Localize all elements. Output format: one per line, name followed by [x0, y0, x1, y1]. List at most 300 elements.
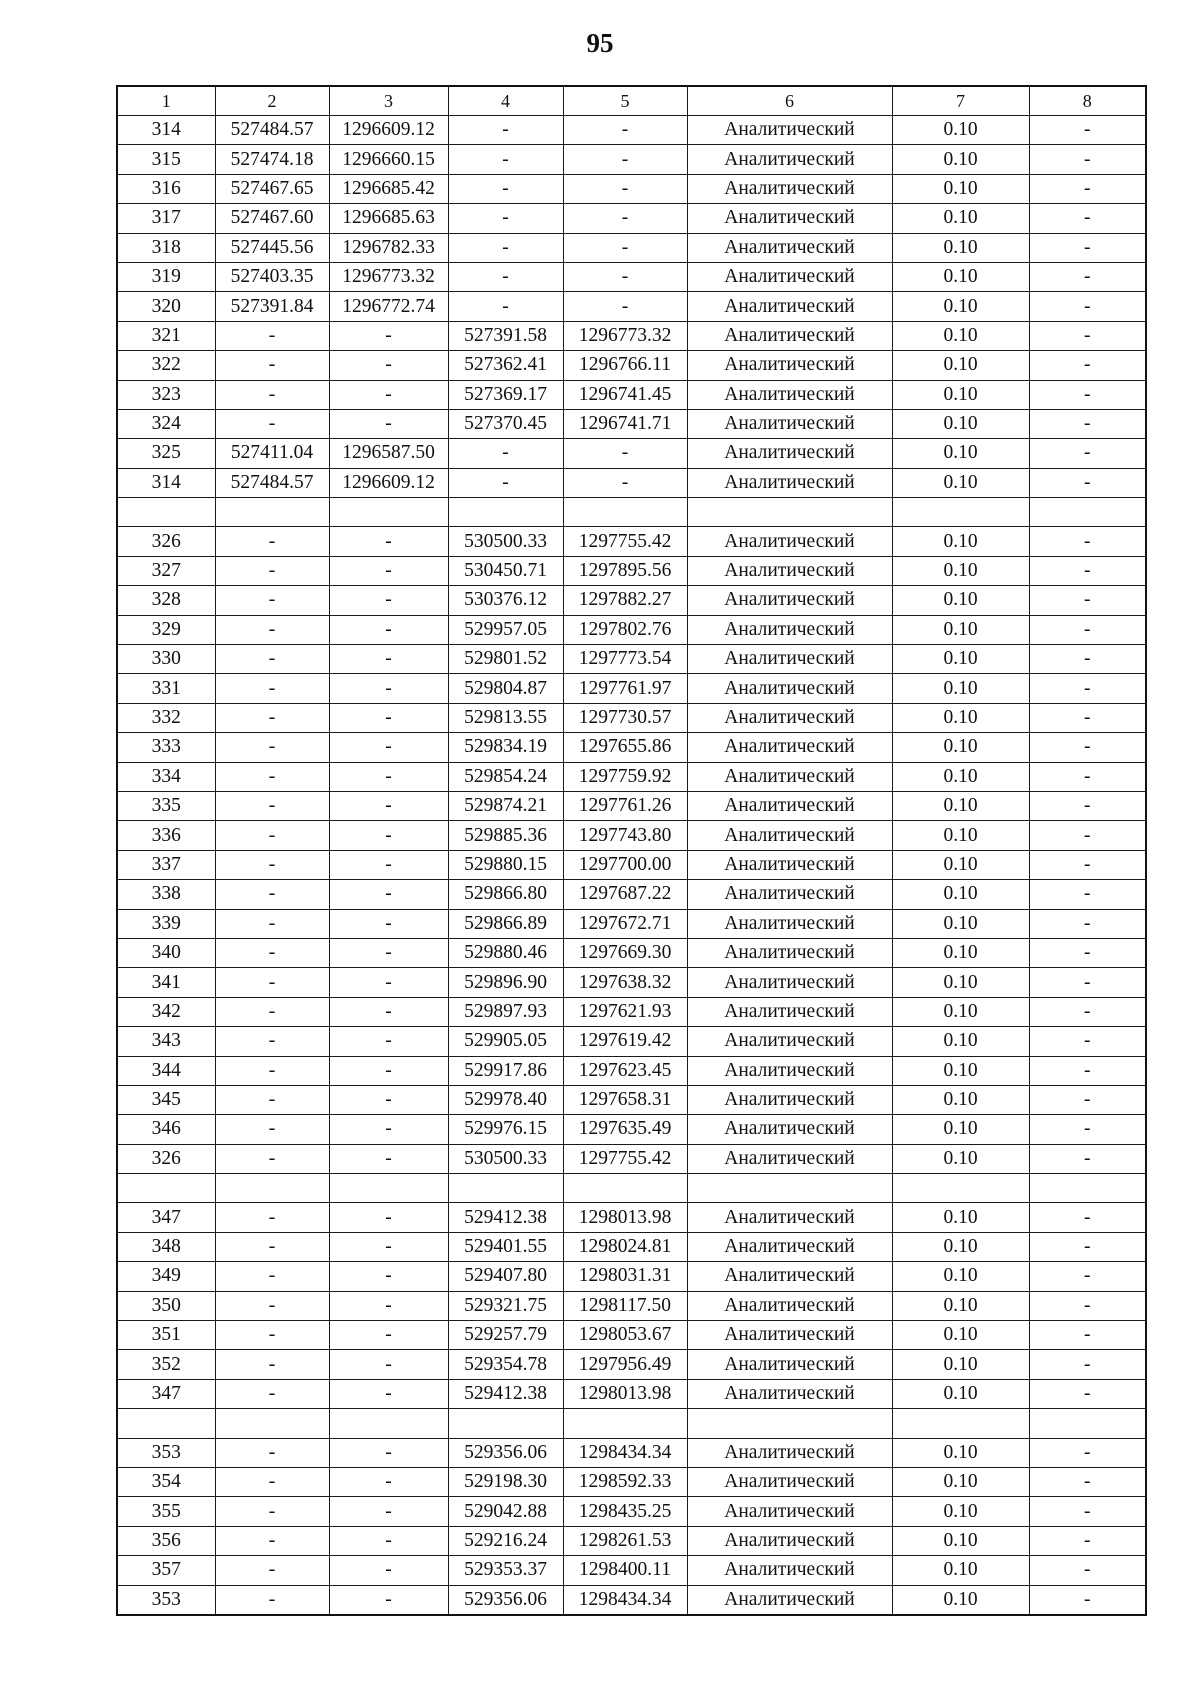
table-cell: Аналитический — [687, 1379, 892, 1408]
column-header-8: 8 — [1029, 86, 1146, 116]
table-cell: 349 — [117, 1262, 215, 1291]
table-cell: 0.10 — [892, 1291, 1029, 1320]
table-cell: Аналитический — [687, 1203, 892, 1232]
table-cell: Аналитический — [687, 116, 892, 145]
table-cell: 0.10 — [892, 1115, 1029, 1144]
table-cell: - — [563, 174, 687, 203]
table-cell: 529321.75 — [448, 1291, 563, 1320]
table-cell: 527403.35 — [215, 262, 329, 291]
table-cell: - — [329, 1232, 448, 1261]
table-cell: - — [215, 791, 329, 820]
table-row — [117, 733, 1146, 762]
table-cell: 0.10 — [892, 292, 1029, 321]
table-cell: - — [1029, 1291, 1146, 1320]
table-cell: 527484.57 — [215, 116, 329, 145]
table-row — [117, 968, 1146, 997]
table-cell: 0.10 — [892, 321, 1029, 350]
column-header-6: 6 — [687, 86, 892, 116]
table-cell: - — [329, 1144, 448, 1173]
table-cell: 0.10 — [892, 1585, 1029, 1615]
table-cell: - — [1029, 674, 1146, 703]
table-row — [117, 997, 1146, 1026]
table-cell: - — [1029, 1203, 1146, 1232]
table-cell: Аналитический — [687, 1262, 892, 1291]
table-cell: - — [215, 997, 329, 1026]
table-cell: 0.10 — [892, 145, 1029, 174]
table-cell: 1297730.57 — [563, 703, 687, 732]
table-cell: - — [1029, 292, 1146, 321]
table-cell: - — [329, 1556, 448, 1585]
table-cell: - — [1029, 791, 1146, 820]
table-cell: - — [1029, 116, 1146, 145]
table-cell: 529896.90 — [448, 968, 563, 997]
table-cell: - — [563, 468, 687, 497]
table-cell: 527467.65 — [215, 174, 329, 203]
table-cell: - — [215, 674, 329, 703]
table-row — [117, 821, 1146, 850]
table-cell: 529257.79 — [448, 1321, 563, 1350]
table-cell: - — [1029, 556, 1146, 585]
table-cell: 1296587.50 — [329, 439, 448, 468]
table-cell: 529834.19 — [448, 733, 563, 762]
table-cell: 351 — [117, 1321, 215, 1350]
table-cell: 529866.80 — [448, 880, 563, 909]
table-cell — [215, 498, 329, 527]
table-cell: - — [1029, 645, 1146, 674]
table-cell: - — [448, 204, 563, 233]
table-cell: 1297621.93 — [563, 997, 687, 1026]
table-cell: 529354.78 — [448, 1350, 563, 1379]
table-cell: - — [1029, 703, 1146, 732]
table-cell: - — [215, 1291, 329, 1320]
table-cell: - — [329, 645, 448, 674]
table-cell: - — [329, 1027, 448, 1056]
table-cell: - — [329, 1085, 448, 1114]
table-cell: Аналитический — [687, 938, 892, 967]
table-cell: 0.10 — [892, 615, 1029, 644]
table-cell: - — [1029, 850, 1146, 879]
table-cell: 323 — [117, 380, 215, 409]
table-cell: - — [329, 1056, 448, 1085]
table-cell: 0.10 — [892, 556, 1029, 585]
table-row — [117, 145, 1146, 174]
table-cell: - — [215, 821, 329, 850]
table-cell: 529976.15 — [448, 1115, 563, 1144]
table-cell: - — [329, 1497, 448, 1526]
table-row — [117, 380, 1146, 409]
table-cell: 330 — [117, 645, 215, 674]
table-cell: 0.10 — [892, 997, 1029, 1026]
table-row — [117, 791, 1146, 820]
table-cell: 0.10 — [892, 1232, 1029, 1261]
table-cell: 529854.24 — [448, 762, 563, 791]
table-cell: 345 — [117, 1085, 215, 1114]
table-cell: - — [329, 615, 448, 644]
table-cell — [687, 1409, 892, 1438]
table-cell: 0.10 — [892, 174, 1029, 203]
table-cell: 357 — [117, 1556, 215, 1585]
table-cell: - — [1029, 1321, 1146, 1350]
table-row — [117, 1056, 1146, 1085]
table-cell: Аналитический — [687, 968, 892, 997]
table-cell: 527391.84 — [215, 292, 329, 321]
table-cell: 353 — [117, 1438, 215, 1467]
table-cell: Аналитический — [687, 1027, 892, 1056]
table-row — [117, 262, 1146, 291]
column-header-3: 3 — [329, 86, 448, 116]
table-cell: 353 — [117, 1585, 215, 1615]
table-cell: 1297759.92 — [563, 762, 687, 791]
table-cell — [563, 1409, 687, 1438]
table-cell: 0.10 — [892, 733, 1029, 762]
table-cell: 527370.45 — [448, 409, 563, 438]
table-cell: - — [1029, 1585, 1146, 1615]
table-cell: 317 — [117, 204, 215, 233]
table-cell: 1296766.11 — [563, 351, 687, 380]
table-cell: 0.10 — [892, 1467, 1029, 1496]
table-cell: - — [215, 968, 329, 997]
column-header-7: 7 — [892, 86, 1029, 116]
table-cell: 1296660.15 — [329, 145, 448, 174]
table-cell: 0.10 — [892, 791, 1029, 820]
table-cell: - — [329, 1585, 448, 1615]
table-row — [117, 1556, 1146, 1585]
table-cell: 1298024.81 — [563, 1232, 687, 1261]
table-cell: 529957.05 — [448, 615, 563, 644]
table-cell: - — [1029, 762, 1146, 791]
column-header-1: 1 — [117, 86, 215, 116]
table-cell: 529917.86 — [448, 1056, 563, 1085]
table-cell: - — [1029, 615, 1146, 644]
table-cell: - — [215, 556, 329, 585]
table-cell: Аналитический — [687, 586, 892, 615]
table-cell: - — [329, 1291, 448, 1320]
table-cell: 1297755.42 — [563, 1144, 687, 1173]
table-cell: 0.10 — [892, 1379, 1029, 1408]
table-cell: 347 — [117, 1203, 215, 1232]
table-cell: 0.10 — [892, 1350, 1029, 1379]
table-cell: 337 — [117, 850, 215, 879]
table-cell: 0.10 — [892, 968, 1029, 997]
table-cell — [1029, 498, 1146, 527]
table-cell: 0.10 — [892, 409, 1029, 438]
table-cell — [117, 1409, 215, 1438]
table-cell: - — [215, 1526, 329, 1555]
table-cell: 1297672.71 — [563, 909, 687, 938]
table-row — [117, 1379, 1146, 1408]
table-cell — [892, 1174, 1029, 1203]
table-cell: 326 — [117, 1144, 215, 1173]
table-cell — [563, 498, 687, 527]
table-cell: 0.10 — [892, 586, 1029, 615]
column-header-5: 5 — [563, 86, 687, 116]
table-cell: - — [329, 586, 448, 615]
table-cell: 0.10 — [892, 1085, 1029, 1114]
table-cell: 529880.46 — [448, 938, 563, 967]
table-row — [117, 880, 1146, 909]
table-cell: 1296782.33 — [329, 233, 448, 262]
table-cell: - — [1029, 145, 1146, 174]
table-cell: 1297761.26 — [563, 791, 687, 820]
table-cell: - — [215, 1056, 329, 1085]
table-cell: 1297802.76 — [563, 615, 687, 644]
table-cell: Аналитический — [687, 292, 892, 321]
table-cell: - — [329, 380, 448, 409]
table-cell: 1298434.34 — [563, 1438, 687, 1467]
table-cell: Аналитический — [687, 556, 892, 585]
table-cell: - — [1029, 938, 1146, 967]
table-cell: 1297895.56 — [563, 556, 687, 585]
table-cell: 1298053.67 — [563, 1321, 687, 1350]
table-cell: 328 — [117, 586, 215, 615]
table-cell: - — [215, 1027, 329, 1056]
table-row — [117, 1497, 1146, 1526]
table-cell: - — [215, 1203, 329, 1232]
table-cell: 527474.18 — [215, 145, 329, 174]
table-cell: 340 — [117, 938, 215, 967]
table-cell: - — [329, 1526, 448, 1555]
table-cell: 0.10 — [892, 674, 1029, 703]
table-cell — [1029, 1174, 1146, 1203]
table-cell: 0.10 — [892, 909, 1029, 938]
table-cell: Аналитический — [687, 674, 892, 703]
table-cell: - — [215, 1144, 329, 1173]
table-cell: - — [1029, 1379, 1146, 1408]
table-cell: Аналитический — [687, 1350, 892, 1379]
table-cell: 529407.80 — [448, 1262, 563, 1291]
table-cell: - — [329, 321, 448, 350]
table-cell: - — [563, 439, 687, 468]
table-cell: - — [329, 762, 448, 791]
table-cell: Аналитический — [687, 1438, 892, 1467]
table-cell: Аналитический — [687, 1232, 892, 1261]
table-cell: 530500.33 — [448, 1144, 563, 1173]
table-cell: - — [329, 1321, 448, 1350]
table-cell: 530450.71 — [448, 556, 563, 585]
table-cell: - — [1029, 439, 1146, 468]
table-cell: 0.10 — [892, 645, 1029, 674]
table-cell: - — [1029, 351, 1146, 380]
table-row — [117, 1262, 1146, 1291]
table-cell: - — [329, 791, 448, 820]
table-cell: - — [1029, 204, 1146, 233]
table-cell: - — [1029, 233, 1146, 262]
table-cell: 344 — [117, 1056, 215, 1085]
table-cell: 529804.87 — [448, 674, 563, 703]
table-cell: 529412.38 — [448, 1379, 563, 1408]
table-cell: 1297638.32 — [563, 968, 687, 997]
table-cell — [329, 1174, 448, 1203]
table-cell: 527484.57 — [215, 468, 329, 497]
table-cell: 0.10 — [892, 1526, 1029, 1555]
table-cell: Аналитический — [687, 527, 892, 556]
table-cell: Аналитический — [687, 262, 892, 291]
table-cell: 1296609.12 — [329, 468, 448, 497]
column-header-4: 4 — [448, 86, 563, 116]
table-cell: 530500.33 — [448, 527, 563, 556]
table-row — [117, 586, 1146, 615]
table-cell: 1296685.63 — [329, 204, 448, 233]
table-row — [117, 556, 1146, 585]
table-cell: - — [329, 968, 448, 997]
table-cell: 529356.06 — [448, 1585, 563, 1615]
table-cell: 318 — [117, 233, 215, 262]
table-cell: 527362.41 — [448, 351, 563, 380]
table-cell: - — [215, 1085, 329, 1114]
table-cell: - — [215, 645, 329, 674]
table-cell: - — [215, 615, 329, 644]
table-cell: - — [1029, 1350, 1146, 1379]
table-cell: 1296741.45 — [563, 380, 687, 409]
table-cell: - — [215, 527, 329, 556]
table-cell: 529042.88 — [448, 1497, 563, 1526]
table-cell: - — [563, 292, 687, 321]
table-cell: - — [215, 850, 329, 879]
table-row — [117, 1027, 1146, 1056]
table-cell: - — [1029, 321, 1146, 350]
table-cell: 530376.12 — [448, 586, 563, 615]
table-cell: Аналитический — [687, 1556, 892, 1585]
table-cell: 348 — [117, 1232, 215, 1261]
table-cell: Аналитический — [687, 145, 892, 174]
table-cell: 529866.89 — [448, 909, 563, 938]
table-cell: - — [215, 1115, 329, 1144]
table-cell: Аналитический — [687, 1467, 892, 1496]
table-cell — [117, 498, 215, 527]
table-cell: 1297655.86 — [563, 733, 687, 762]
table-cell: - — [448, 145, 563, 174]
table-cell: Аналитический — [687, 380, 892, 409]
table-cell: 0.10 — [892, 762, 1029, 791]
table-row — [117, 116, 1146, 145]
table-cell: Аналитический — [687, 703, 892, 732]
table-cell: - — [329, 1115, 448, 1144]
table-cell: 1296772.74 — [329, 292, 448, 321]
table-cell: Аналитический — [687, 1115, 892, 1144]
table-cell: - — [329, 850, 448, 879]
column-header-2: 2 — [215, 86, 329, 116]
table-cell: 1298435.25 — [563, 1497, 687, 1526]
table-cell: - — [1029, 880, 1146, 909]
table-cell: Аналитический — [687, 762, 892, 791]
table-cell: - — [329, 1350, 448, 1379]
table-cell: Аналитический — [687, 321, 892, 350]
table-row — [117, 1115, 1146, 1144]
table-cell: - — [329, 997, 448, 1026]
table-cell: - — [563, 262, 687, 291]
table-cell: - — [329, 527, 448, 556]
table-cell: 1297619.42 — [563, 1027, 687, 1056]
table-cell: 0.10 — [892, 938, 1029, 967]
table-cell: 350 — [117, 1291, 215, 1320]
table-cell — [215, 1409, 329, 1438]
table-cell: 0.10 — [892, 116, 1029, 145]
table-cell: 527391.58 — [448, 321, 563, 350]
table-row — [117, 439, 1146, 468]
table-cell: - — [1029, 733, 1146, 762]
table-cell: 0.10 — [892, 1027, 1029, 1056]
table-cell: 529905.05 — [448, 1027, 563, 1056]
table-cell: - — [1029, 1497, 1146, 1526]
table-cell: 314 — [117, 468, 215, 497]
table-cell: Аналитический — [687, 645, 892, 674]
table-cell: 529978.40 — [448, 1085, 563, 1114]
table-row — [117, 527, 1146, 556]
table-cell: - — [329, 821, 448, 850]
table-cell: - — [329, 556, 448, 585]
table-cell: - — [215, 1321, 329, 1350]
separator-row — [117, 498, 1146, 527]
table-cell: - — [448, 174, 563, 203]
table-cell: 1298031.31 — [563, 1262, 687, 1291]
table-cell: 1298013.98 — [563, 1379, 687, 1408]
table-cell: - — [215, 1585, 329, 1615]
table-cell: 0.10 — [892, 351, 1029, 380]
table-cell: - — [1029, 409, 1146, 438]
table-cell: - — [1029, 1115, 1146, 1144]
table-cell: - — [1029, 174, 1146, 203]
table-row — [117, 409, 1146, 438]
table-cell — [687, 498, 892, 527]
table-cell: - — [1029, 1438, 1146, 1467]
table-cell: - — [215, 1262, 329, 1291]
table-row — [117, 674, 1146, 703]
table-cell: 347 — [117, 1379, 215, 1408]
table-cell: 0.10 — [892, 1144, 1029, 1173]
table-cell: - — [1029, 1556, 1146, 1585]
table-cell: 1296685.42 — [329, 174, 448, 203]
table-cell: - — [448, 116, 563, 145]
table-cell: - — [1029, 1232, 1146, 1261]
table-cell: Аналитический — [687, 1585, 892, 1615]
table-row — [117, 938, 1146, 967]
table-row — [117, 1350, 1146, 1379]
table-cell: 529874.21 — [448, 791, 563, 820]
table-cell: 0.10 — [892, 1556, 1029, 1585]
table-row — [117, 1232, 1146, 1261]
table-cell: 332 — [117, 703, 215, 732]
table-cell: - — [215, 321, 329, 350]
table-cell: - — [329, 880, 448, 909]
coordinates-table — [116, 85, 1147, 1616]
table-cell: 1298400.11 — [563, 1556, 687, 1585]
table-cell: Аналитический — [687, 204, 892, 233]
table-cell: Аналитический — [687, 233, 892, 262]
table-cell: 1298592.33 — [563, 1467, 687, 1496]
table-cell: - — [563, 233, 687, 262]
table-cell: 529412.38 — [448, 1203, 563, 1232]
table-cell — [563, 1174, 687, 1203]
table-cell: - — [448, 292, 563, 321]
table-cell: - — [329, 1203, 448, 1232]
table-cell: 342 — [117, 997, 215, 1026]
table-cell: 319 — [117, 262, 215, 291]
table-cell: 529897.93 — [448, 997, 563, 1026]
table-cell: - — [329, 674, 448, 703]
table-row — [117, 615, 1146, 644]
table-cell: 1298117.50 — [563, 1291, 687, 1320]
table-cell: 331 — [117, 674, 215, 703]
table-cell: 325 — [117, 439, 215, 468]
table-cell: - — [1029, 821, 1146, 850]
table-cell: 529813.55 — [448, 703, 563, 732]
table-cell: - — [215, 351, 329, 380]
table-cell: Аналитический — [687, 1085, 892, 1114]
table-cell: 529353.37 — [448, 1556, 563, 1585]
table-cell — [329, 498, 448, 527]
table-row — [117, 233, 1146, 262]
table-cell: - — [215, 733, 329, 762]
